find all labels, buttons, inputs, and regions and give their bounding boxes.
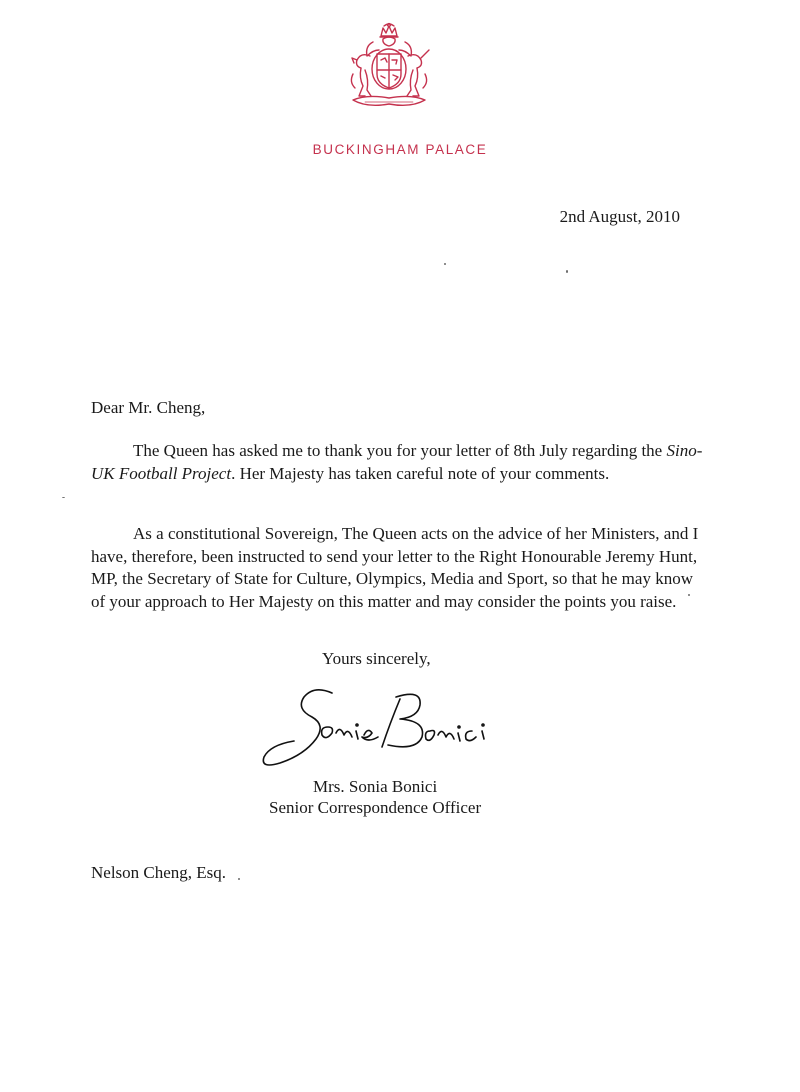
signer-title: Senior Correspondence Officer bbox=[269, 798, 482, 817]
paragraph-1 bbox=[91, 440, 711, 485]
royal-coat-of-arms-icon bbox=[343, 22, 435, 112]
handwritten-signature-icon bbox=[250, 683, 502, 773]
letterhead-title: BUCKINGHAM PALACE bbox=[312, 142, 488, 157]
signer-name: Mrs. Sonia Bonici bbox=[313, 777, 438, 796]
scan-speck bbox=[566, 270, 568, 273]
recipient: Nelson Cheng, Esq. bbox=[91, 863, 227, 882]
scan-speck bbox=[444, 263, 446, 265]
closing: Yours sincerely, bbox=[322, 649, 431, 668]
paragraph-2-text: As a constitutional Sovereign, The Queen acts on the advice of her Ministers, and I have, therefore, been instructed to send your letter to the Right Honourable Jeremy Hunt, MP, the Secretary of State for Culture, Olympics, Media and Sport, so that he may know of your approach to Her Majesty on this matter and may consider the points you raise. bbox=[91, 524, 699, 611]
salutation: Dear Mr. Cheng, bbox=[91, 398, 206, 417]
letter-date: 2nd August, 2010 bbox=[559, 207, 680, 226]
paragraph-1-start: The Queen has asked me to thank you for your letter of 8th July regarding the bbox=[133, 441, 667, 460]
scan-speck bbox=[688, 594, 690, 596]
paragraph-1-end: . Her Majesty has taken careful note of your comments. bbox=[231, 463, 610, 483]
project-name: Sino-UK Football Project bbox=[91, 441, 703, 483]
scan-speck bbox=[238, 878, 240, 880]
paragraph-2 bbox=[91, 523, 711, 613]
scan-speck bbox=[62, 497, 65, 498]
